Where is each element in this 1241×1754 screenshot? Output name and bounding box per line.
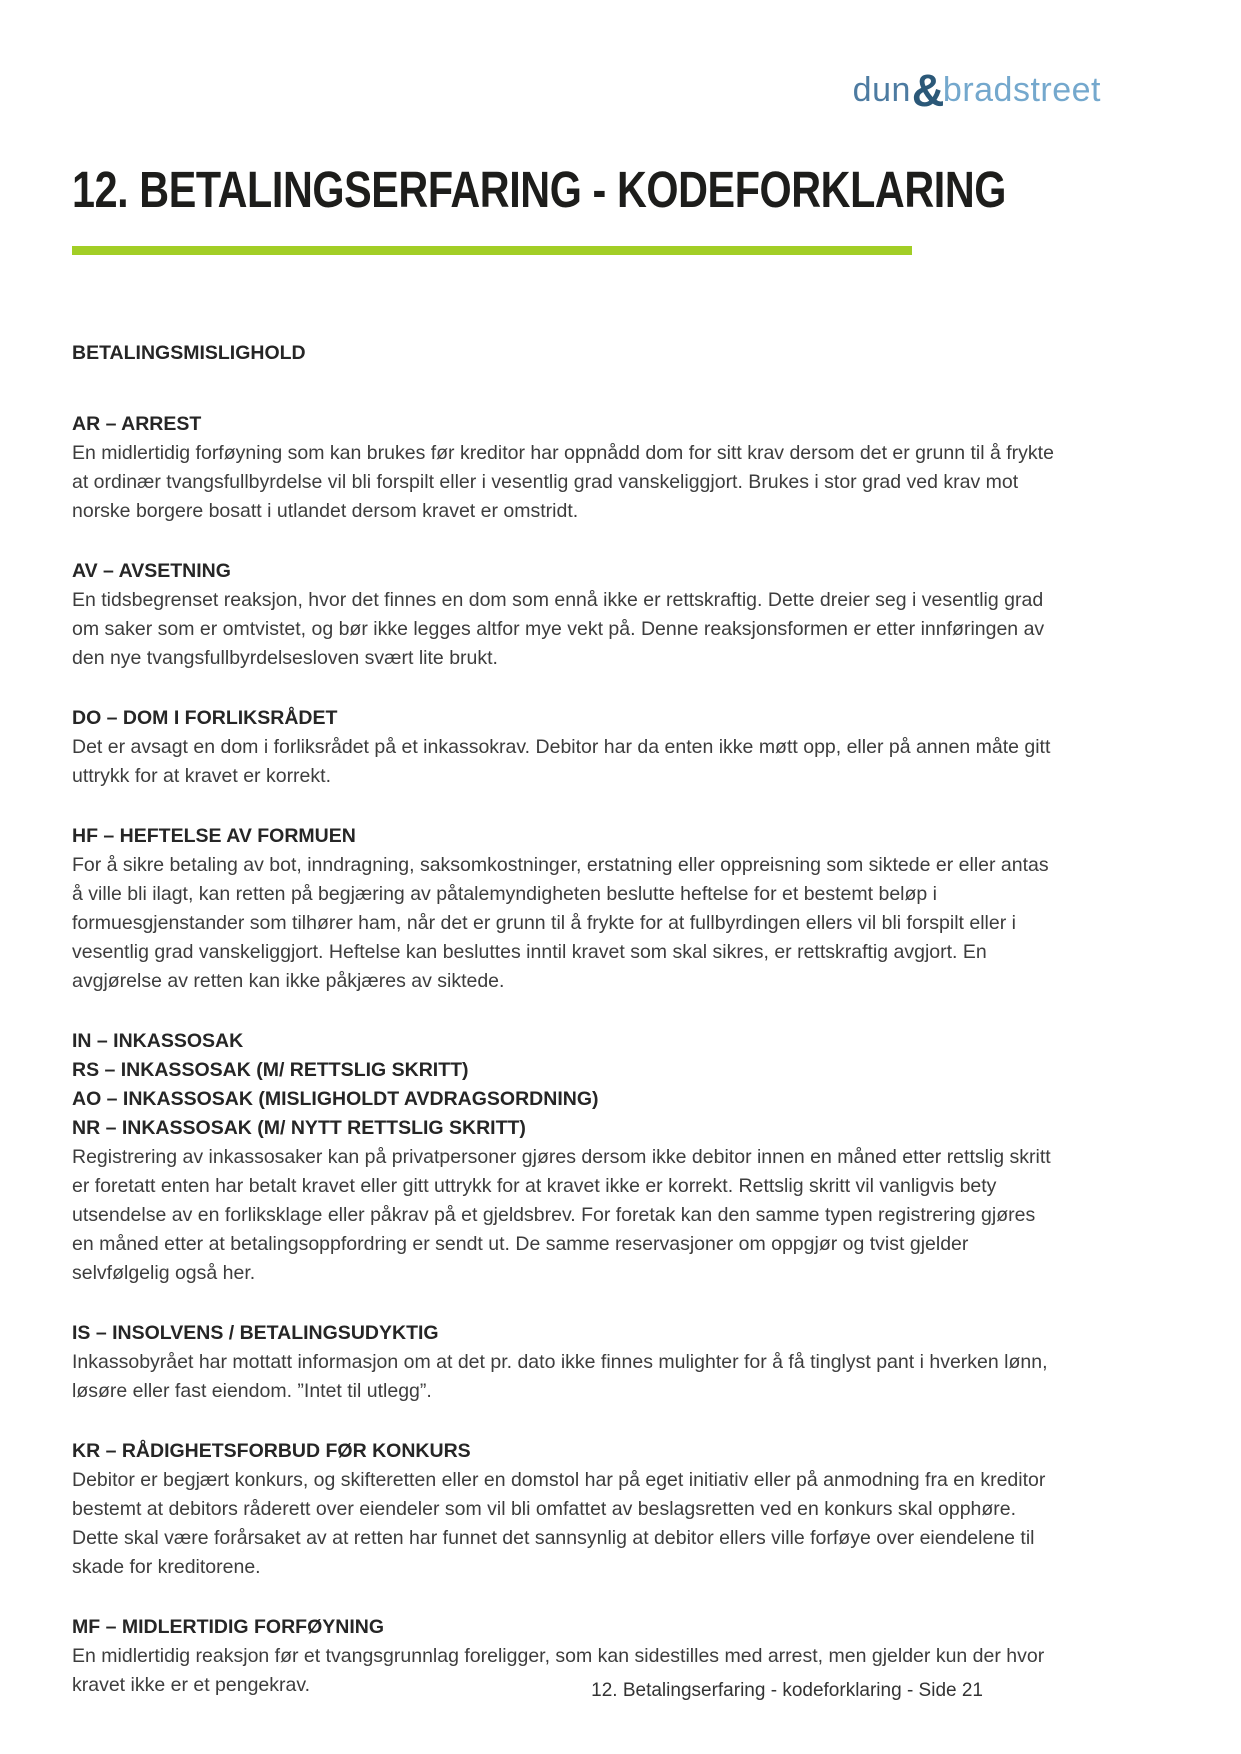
page-footer: 12. Betalingserfaring - kodeforklaring - Side 21 (591, 1680, 983, 1701)
code-heading: IN – INKASSOSAK (72, 1030, 244, 1052)
code-heading: AR – ARREST (72, 413, 202, 435)
dun-bradstreet-logo (72, 65, 1101, 116)
code-section (72, 1027, 1057, 1288)
code-heading: HF – HEFTELSE AV FORMUEN (72, 825, 356, 847)
code-heading: IS – INSOLVENS / BETALINGSUDYKTIG (72, 1322, 439, 1344)
code-description: Det er avsagt en dom i forliksrådet på et inkassokrav. Debitor har da enten ikke møtt opp, eller på annen måte gitt uttrykk for at kravet er korrekt. (72, 736, 1051, 787)
code-heading: AV – AVSETNING (72, 560, 231, 582)
code-heading: RS – INKASSOSAK (M/ RETTSLIG SKRITT) (72, 1059, 469, 1081)
code-description: For å sikre betaling av bot, inndragning, saksomkostninger, erstatning eller oppreisning som siktede er eller antas å ville bli ilagt, kan retten på begjæring av påtalemyndigheten beslutte heftelse for et bestemt beløp i formuesgjenstander som tilhører ham, når det er grunn til å frykte for at fullbyrdingen ellers vil bli forspilt eller i vesentlig grad vanskeliggjort. Heftelse kan besluttes inntil kravet som skal sikres, er rettskraftig avgjort. En avgjørelse av retten kan ikke påkjæres av siktede. (72, 854, 1049, 992)
code-section (72, 704, 1057, 791)
code-description: Debitor er begjært konkurs, og skifteretten eller en domstol har på eget initiativ eller på anmodning fra en kreditor bestemt at debitors råderett over eiendeler som vil bli omfattet av beslagsretten ved en konkurs skal opphøre. Dette skal være forårsaket av at retten har funnet det sannsynlig at debitor ellers ville forføye over eiendelene til skade for kreditorene. (72, 1469, 1046, 1578)
code-description: En tidsbegrenset reaksjon, hvor det finnes en dom som ennå ikke er rettskraftig. Dette dreier seg i vesentlig grad om saker som er omtvistet, og bør ikke legges altfor mye vekt på. Denne reaksjonsformen er etter innføringen av den nye tvangsfullbyrdelsesloven svært lite brukt. (72, 589, 1045, 669)
code-heading: DO – DOM I FORLIKSRÅDET (72, 707, 338, 729)
green-divider (72, 246, 912, 255)
code-heading: NR – INKASSOSAK (M/ NYTT RETTSLIG SKRITT) (72, 1117, 526, 1139)
code-section (72, 557, 1057, 673)
sections (72, 410, 1057, 1700)
code-section (72, 822, 1057, 996)
code-section (72, 1319, 1057, 1406)
code-heading: KR – RÅDIGHETSFORBUD FØR KONKURS (72, 1440, 471, 1462)
code-section (72, 1437, 1057, 1582)
group-heading: BETALINGSMISLIGHOLD (72, 342, 306, 364)
code-description: Inkassobyrået har mottatt informasjon om at det pr. dato ikke finnes mulighter for å få tinglyst pant i hverken lønn, løsøre eller fast eiendom. ”Intet til utlegg”. (72, 1351, 1048, 1402)
code-section (72, 410, 1057, 526)
code-description: En midlertidig reaksjon før et tvangsgrunnlag foreligger, som kan sidestilles med arrest, men gjelder kun der hvor kravet ikke er et pengekrav. (72, 1645, 1045, 1696)
code-heading: AO – INKASSOSAK (MISLIGHOLDT AVDRAGSORDNING) (72, 1088, 599, 1110)
code-heading: MF – MIDLERTIDIG FORFØYNING (72, 1616, 384, 1638)
code-description: Registrering av inkassosaker kan på privatpersoner gjøres dersom ikke debitor innen en måned etter rettslig skritt er foretatt enten har betalt kravet eller gitt uttrykk for at kravet ikke er korrekt. Rettslig skritt vil vanligvis bety utsendelse av en forliksklage eller påkrav på et gjeldsbrev. For foretak kan den samme typen registrering gjøres en måned etter at betalingsoppfordring er sendt ut. De samme reservasjoner om oppgjør og tvist gjelder selvfølgelig også her. (72, 1146, 1051, 1284)
code-description: En midlertidig forføyning som kan brukes før kreditor har oppnådd dom for sitt krav dersom det er grunn til å frykte at ordinær tvangsfullbyrdelse vil bli forspilt eller i vesentlig grad vanskeliggjort. Brukes i stor grad ved krav mot norske borgere bosatt i utlandet dersom kravet er omstridt. (72, 442, 1054, 522)
ampersand-icon: & (911, 65, 945, 116)
page-title: 12. BETALINGSERFARING - KODEFORKLARING (72, 161, 1007, 218)
logo-text-bradstreet: bradstreet (942, 71, 1101, 109)
logo-text-dun: dun (852, 71, 911, 109)
